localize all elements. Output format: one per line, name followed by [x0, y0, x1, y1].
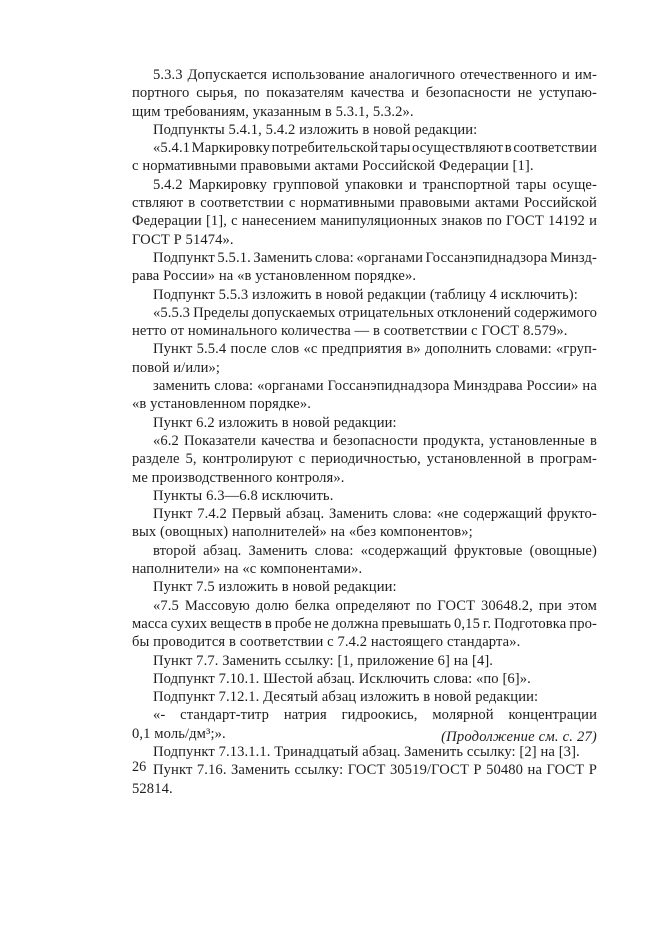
text-line: повой и/или»; [132, 359, 221, 376]
text-line: 5.4.2 Маркировку групповой упаковки и транспортной тары осуще- [153, 176, 597, 193]
text-line: ме производственного контроля». [132, 469, 345, 486]
text-line: портного сырья, по показателям качества и безопасности не уступаю- [132, 85, 597, 102]
paragraph [132, 377, 597, 414]
page-number: 26 [132, 759, 147, 775]
paragraph [132, 670, 597, 688]
text-line: Пункт 7.7. Заменить ссылку: [1, приложение 6] на [4]. [153, 652, 494, 669]
paragraph [132, 761, 597, 798]
text-line: «6.2 Показатели качества и безопасности продукта, установленные в [153, 432, 597, 449]
text-line: нетто от номинального количества — в соответствии с ГОСТ 8.579». [132, 323, 568, 340]
paragraph [132, 487, 597, 505]
paragraph [132, 597, 597, 652]
text-line: второй абзац. Заменить слова: «содержащий фруктовые (овощные) [153, 542, 597, 559]
text-line: Пункт 7.4.2 Первый абзац. Заменить слова: «не содержащий фрукто- [153, 506, 597, 523]
continuation-note: (Продолжение см. с. 27) [441, 729, 597, 745]
paragraph [132, 139, 597, 176]
text-line: «5.5.3 Пределы допускаемых отрицательных отклонений содержимого [153, 304, 597, 321]
paragraph [132, 688, 597, 706]
text-line: Пункт 7.16. Заменить ссылку: ГОСТ 30519/ГОСТ Р 50480 на ГОСТ Р [153, 762, 597, 779]
paragraph [132, 652, 597, 670]
text-line: рава России» на «в установленном порядке». [132, 268, 417, 285]
paragraph [132, 542, 597, 579]
text-line: с нормативными правовыми актами Российской Федерации [1]. [132, 158, 534, 175]
text-line: «- стандарт-титр натрия гидроокись, молярной концентрации [153, 707, 597, 724]
text-line: 52814. [132, 780, 173, 797]
text-line: ствляют в соответствии с нормативными правовыми актами Российской [132, 195, 597, 212]
text-line: наполнители» на «с компонентами». [132, 561, 363, 578]
text-line: щим требованиям, указанным в 5.3.1, 5.3.2». [132, 103, 414, 120]
text-line: Подпункт 7.10.1. Шестой абзац. Исключить слова: «по [6]». [153, 670, 531, 687]
paragraph [132, 505, 597, 542]
text-line: Пункт 5.5.4 после слов «с предприятия в» дополнить словами: «груп- [153, 341, 597, 358]
paragraph [132, 176, 597, 249]
paragraph [132, 66, 597, 121]
text-line: ГОСТ Р 51474». [132, 231, 234, 248]
text-line: Подпункт 7.12.1. Десятый абзац изложить в новой редакции: [153, 689, 539, 706]
text-line: «в установленном порядке». [132, 396, 312, 413]
paragraph [132, 286, 597, 304]
text-line: бы проводится в соответствии с 7.4.2 настоящего стандарта». [132, 634, 521, 651]
paragraph [132, 121, 597, 139]
text-line: 0,1 моль/дм³;». [132, 725, 226, 742]
paragraph [132, 432, 597, 487]
paragraph [132, 578, 597, 596]
text-line: Подпункт 5.5.3 изложить в новой редакции (таблицу 4 исключить): [153, 286, 578, 303]
text-line: «7.5 Массовую долю белка определяют по ГОСТ 30648.2, при этом [153, 597, 597, 614]
text-line: заменить слова: «органами Госсанэпиднадзора Минздрава России» на [153, 378, 597, 395]
paragraph [132, 340, 597, 377]
text-line: разделе 5, контролируют с периодичностью, установленной в програм- [132, 451, 597, 468]
text-line: Подпункт 7.13.1.1. Тринадцатый абзац. Заменить ссылку: [2] на [3]. [153, 743, 580, 760]
text-block [132, 66, 597, 798]
text-line: Федерации [1], с нанесением манипуляционных знаков по ГОСТ 14192 и [132, 213, 597, 230]
text-line: 5.3.3 Допускается использование аналогичного отечественного и им- [153, 67, 597, 83]
text-line: Пункт 7.5 изложить в новой редакции: [153, 579, 397, 596]
text-line: вых (овощных) наполнителей» на «без компонентов»; [132, 524, 473, 541]
paragraph [132, 249, 597, 286]
paragraph [132, 414, 597, 432]
text-line: «5.4.1 Маркировку потребительской тары осуществляют в соответствии [153, 140, 597, 157]
paragraph [132, 304, 597, 341]
text-line: Пункт 6.2 изложить в новой редакции: [153, 414, 397, 431]
text-line: масса сухих веществ в пробе не должна превышать 0,15 г. Подготовка про- [132, 615, 597, 632]
text-line: Подпункты 5.4.1, 5.4.2 изложить в новой редакции: [153, 121, 478, 138]
text-line: Подпункт 5.5.1. Заменить слова: «органами Госсанэпиднадзора Минзд- [153, 249, 597, 266]
text-line: Пункты 6.3—6.8 исключить. [153, 487, 334, 504]
